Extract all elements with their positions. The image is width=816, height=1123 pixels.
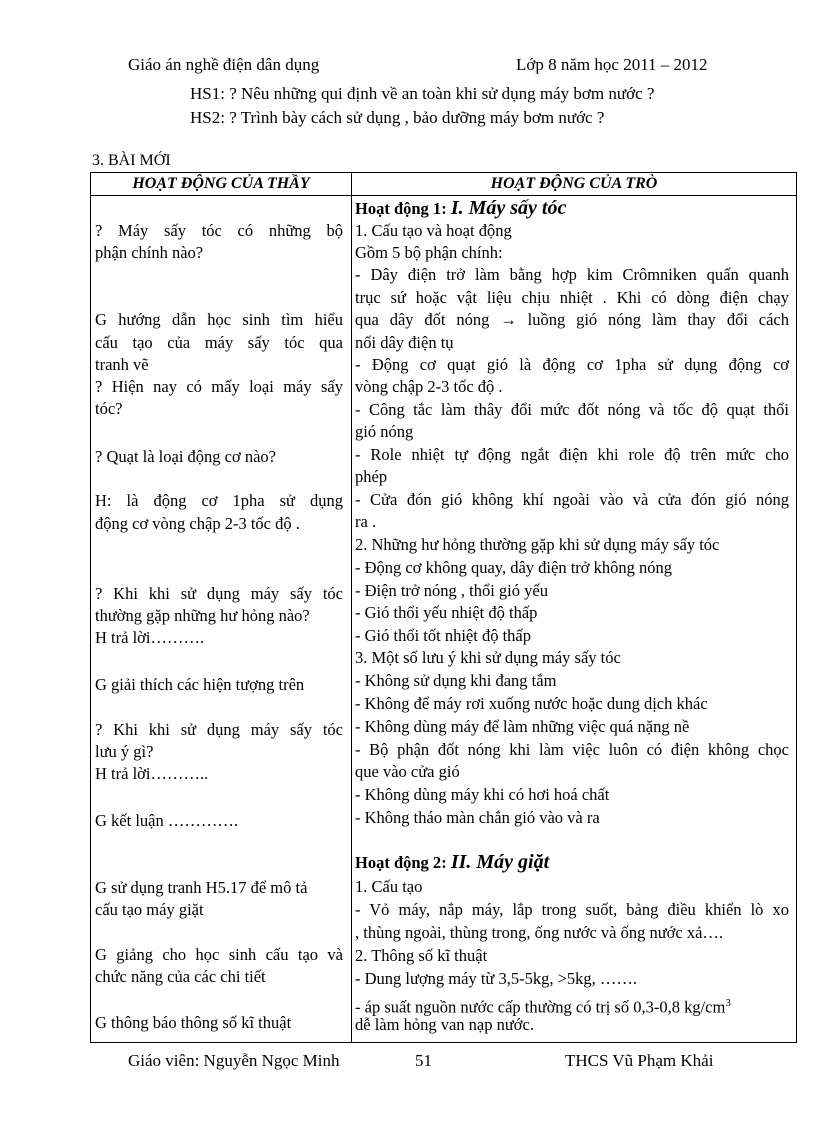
- teacher-line: H trả lời………..: [95, 764, 209, 783]
- student-line: nối dây điện tụ: [355, 333, 454, 352]
- teacher-activities: [91, 196, 351, 1042]
- student-line: - Vỏ máy, nắp máy, lắp trong suốt, bảng điều khiển lò xo: [355, 900, 789, 919]
- student-line: qua dây đốt nóng → luồng gió nóng làm thay đổi cách: [355, 310, 789, 329]
- student-line: - Dung lượng máy từ 3,5-5kg, >5kg, …….: [355, 969, 638, 988]
- question-hs1: HS1: ? Nêu những qui định về an toàn khi sử dụng máy bơm nước ?: [190, 84, 655, 103]
- student-line: 2. Những hư hỏng thường gặp khi sử dụng máy sấy tóc: [355, 535, 720, 554]
- teacher-line: G giảng cho học sinh cấu tạo và: [95, 945, 343, 964]
- student-line: dễ làm hỏng van nạp nước.: [355, 1015, 534, 1034]
- student-line: phép: [355, 467, 388, 486]
- teacher-line: H trả lời……….: [95, 628, 205, 647]
- section-title: 3. BÀI MỚI: [92, 152, 171, 169]
- teacher-line: ? Hiện nay có mấy loại máy sấy: [95, 377, 343, 396]
- activity2-title: II. Máy giặt: [450, 851, 550, 873]
- lesson-table: [90, 172, 797, 1043]
- footer-teacher: Giáo viên: Nguyễn Ngọc Minh: [128, 1051, 340, 1070]
- student-line: que vào cửa gió: [355, 762, 460, 781]
- header-subject: Giáo án nghề điện dân dụng: [128, 55, 320, 74]
- student-line: - Không dùng máy để làm những việc quá nặng nề: [355, 717, 690, 736]
- teacher-line: động cơ vòng chập 2-3 tốc độ .: [95, 514, 300, 533]
- footer-school: THCS Vũ Phạm Khải: [565, 1051, 714, 1070]
- teacher-line: G sử dụng tranh H5.17 để mô tả: [95, 878, 308, 897]
- student-line: gió nóng: [355, 422, 414, 441]
- teacher-line: ? Quạt là loại động cơ nào?: [95, 447, 276, 466]
- teacher-line: tóc?: [95, 399, 123, 418]
- teacher-line: ? Máy sấy tóc có những bộ: [95, 221, 343, 240]
- student-line: - Dây điện trở làm bằng hợp kim Crômniken quấn quanh: [355, 265, 789, 284]
- student-line: - Cửa đón gió không khí ngoài vào và cửa đón gió nóng: [355, 490, 789, 509]
- teacher-line: tranh vẽ: [95, 355, 149, 374]
- table-body-row: [91, 196, 797, 1043]
- activity1-title: I. Máy sấy tóc: [450, 197, 567, 219]
- activity2-heading: Hoạt động 2: II. Máy giặt: [355, 851, 550, 873]
- teacher-line: ? Khi khi sử dụng máy sấy tóc: [95, 584, 343, 603]
- student-line: - Gió thổi yếu nhiệt độ thấp: [355, 603, 538, 622]
- question-hs2: HS2: ? Trình bày cách sử dụng , bảo dưỡng máy bơm nước ?: [190, 108, 605, 127]
- teacher-line: phận chính nào?: [95, 243, 204, 262]
- student-line: - Động cơ quạt gió là động cơ 1pha sử dụng động cơ: [355, 355, 789, 374]
- student-line: trục sứ hoặc vật liệu chịu nhiệt . Khi có dòng điện chạy: [355, 288, 789, 307]
- student-line: - Không sử dụng khi đang tắm: [355, 671, 557, 690]
- student-activities: [352, 196, 796, 1042]
- student-line: - Role nhiệt tự động ngắt điện khi role độ trên mức cho: [355, 445, 789, 464]
- activity1-heading: Hoạt động 1: I. Máy sấy tóc: [355, 197, 567, 219]
- student-line: - Điện trở nóng , thổi gió yếu: [355, 581, 548, 600]
- teacher-line: G giải thích các hiện tượng trên: [95, 675, 305, 694]
- student-line: 1. Cấu tạo: [355, 877, 423, 896]
- student-line: ra .: [355, 512, 377, 531]
- student-line: - Động cơ không quay, dây điện trở không nóng: [355, 558, 672, 577]
- footer-page-number: 51: [415, 1051, 432, 1070]
- superscript-3: 3: [725, 997, 731, 1009]
- student-line: - Bộ phận đốt nóng khi làm việc luôn có điện không chọc: [355, 740, 789, 759]
- student-line: , thùng ngoài, thùng trong, ống nước và ống nước xả….: [355, 923, 724, 942]
- student-line: 2. Thông số kĩ thuật: [355, 946, 488, 965]
- student-line: - Không để máy rơi xuống nước hoặc dung dịch khác: [355, 694, 708, 713]
- teacher-line: G thông báo thông số kĩ thuật: [95, 1013, 292, 1032]
- activity1-label: Hoạt động 1: [355, 199, 442, 218]
- teacher-line: cấu tạo máy giặt: [95, 900, 204, 919]
- activity2-label: Hoạt động 2: [355, 853, 442, 872]
- student-line: - áp suất nguồn nước cấp thường có trị số 0,3-0,8 kg/cm: [355, 997, 726, 1017]
- student-line: 1. Cấu tạo và hoạt động: [355, 221, 512, 240]
- teacher-line: H: là động cơ 1pha sử dụng: [95, 491, 343, 510]
- student-line: 3. Một số lưu ý khi sử dụng máy sấy tóc: [355, 648, 621, 667]
- table-header-row: [91, 173, 797, 196]
- teacher-line: chức năng của các chi tiết: [95, 967, 266, 986]
- student-line: Gồm 5 bộ phận chính:: [355, 243, 503, 262]
- student-line: - Không tháo màn chắn gió vào và ra: [355, 808, 600, 827]
- teacher-line: lưu ý gì?: [95, 742, 154, 761]
- teacher-line: thường gặp những hư hỏng nào?: [95, 606, 310, 625]
- header-class-year: Lớp 8 năm học 2011 – 2012: [516, 55, 708, 74]
- teacher-line: ? Khi khi sử dụng máy sấy tóc: [95, 720, 343, 739]
- teacher-column-header: HOẠT ĐỘNG CỦA THẦY: [91, 173, 352, 196]
- teacher-line: G hướng dẫn học sinh tìm hiểu: [95, 310, 343, 329]
- student-line: - Không dùng máy khi có hơi hoá chất: [355, 785, 610, 804]
- student-line: vòng chập 2-3 tốc độ .: [355, 377, 503, 396]
- teacher-line: G kết luận ………….: [95, 811, 238, 830]
- student-line: - Gió thổi tốt nhiệt độ thấp: [355, 626, 531, 645]
- teacher-line: cấu tạo của máy sấy tóc qua: [95, 333, 343, 352]
- student-line: - Công tắc làm thây đổi mức đốt nóng và tốc độ quạt thổi: [355, 400, 789, 419]
- student-column-header: HOẠT ĐỘNG CỦA TRÒ: [352, 173, 797, 196]
